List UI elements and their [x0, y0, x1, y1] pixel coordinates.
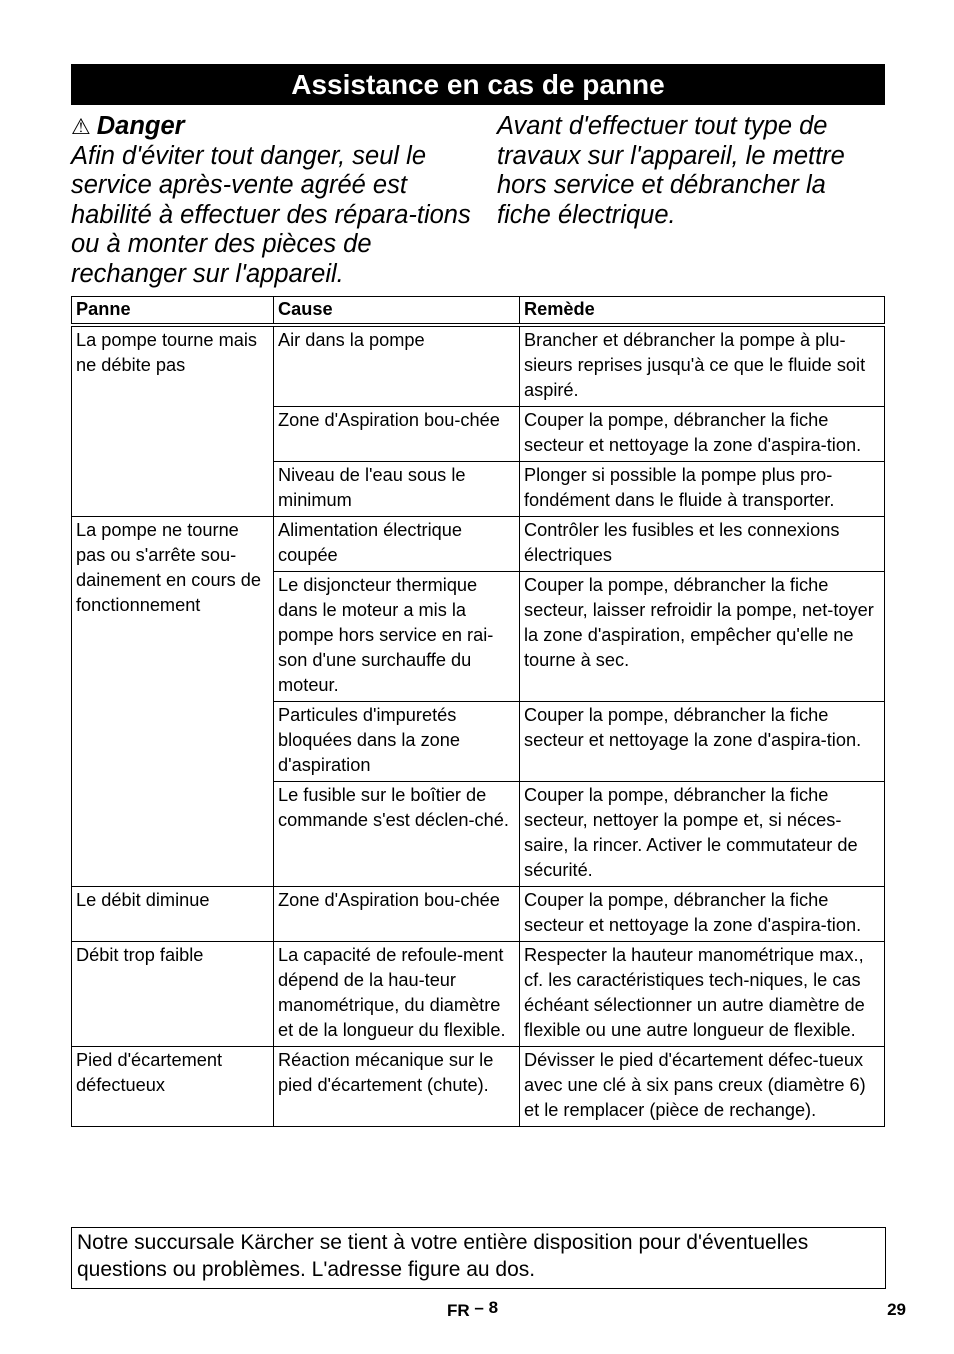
table-row: [72, 942, 885, 1047]
panne-cell: La pompe tourne mais ne débite pas: [72, 325, 274, 517]
remede-cell: Couper la pompe, débrancher la fiche secteur, nettoyer la pompe et, si néces-saire, la rincer. Activer le commutateur de sécurité.: [520, 782, 885, 887]
remede-cell: Couper la pompe, débrancher la fiche secteur, laisser refroidir la pompe, net-toyer la zone d'aspiration, empêcher qu'elle ne tourne à sec.: [520, 572, 885, 702]
section-title: Assistance en cas de panne: [71, 64, 885, 105]
header-cause: Cause: [274, 297, 520, 326]
footer-language: [447, 1298, 498, 1321]
header-remede: Remède: [520, 297, 885, 326]
cause-cell: Le disjoncteur thermique dans le moteur a mis la pompe hors service en rai-son d'une surchauffe du moteur.: [274, 572, 520, 702]
cause-cell: Niveau de l'eau sous le minimum: [274, 462, 520, 517]
footer-sub-page: – 8: [474, 1298, 499, 1317]
danger-warning: [71, 112, 471, 289]
panne-cell: Débit trop faible: [72, 942, 274, 1047]
danger-text-left: Afin d'éviter tout danger, seul le service après-vente agréé est habilité à effectuer des répara-tions ou à monter des pièces de rechanger sur l'appareil.: [71, 141, 471, 288]
remede-cell: Dévisser le pied d'écartement défec-tueux avec une clé à six pans creux (diamètre 6) et le remplacer (pièce de rechange).: [520, 1047, 885, 1127]
header-panne: Panne: [72, 297, 274, 326]
table-row: [72, 325, 885, 407]
cause-cell: Air dans la pompe: [274, 325, 520, 407]
cause-cell: Alimentation électrique coupée: [274, 517, 520, 572]
warning-triangle-icon: ⚠: [71, 114, 91, 139]
remede-cell: Brancher et débrancher la pompe à plu-sieurs reprises jusqu'à ce que le fluide soit aspiré.: [520, 325, 885, 407]
danger-text-right: Avant d'effectuer tout type de travaux sur l'appareil, le mettre hors service et débrancher la fiche électrique.: [497, 112, 845, 229]
table-row: [72, 887, 885, 942]
service-note: Notre succursale Kärcher se tient à votre entière disposition pour d'éventuelles questions ou problèmes. L'adresse figure au dos.: [71, 1227, 886, 1289]
panne-cell: Pied d'écartement défectueux: [72, 1047, 274, 1127]
danger-heading: [71, 112, 471, 142]
table-row: [72, 1047, 885, 1127]
footer-lang-code: FR: [447, 1301, 470, 1320]
cause-cell: Particules d'impuretés bloquées dans la zone d'aspiration: [274, 702, 520, 782]
remede-cell: Contrôler les fusibles et les connexions électriques: [520, 517, 885, 572]
cause-cell: La capacité de refoule-ment dépend de la hau-teur manométrique, du diamètre et de la longueur du flexible.: [274, 942, 520, 1047]
remede-cell: Couper la pompe, débrancher la fiche secteur et nettoyage la zone d'aspira-tion.: [520, 407, 885, 462]
table-header-row: [72, 297, 885, 326]
cause-cell: Réaction mécanique sur le pied d'écartement (chute).: [274, 1047, 520, 1127]
table-row: [72, 517, 885, 572]
cause-cell: Le fusible sur le boîtier de commande s'est déclen-ché.: [274, 782, 520, 887]
panne-cell: La pompe ne tourne pas ou s'arrête sou-dainement en cours de fonctionnement: [72, 517, 274, 887]
remede-cell: Couper la pompe, débrancher la fiche secteur et nettoyage la zone d'aspira-tion.: [520, 887, 885, 942]
danger-heading-text: Danger: [96, 112, 185, 140]
remede-cell: Plonger si possible la pompe plus pro-fondément dans le fluide à transporter.: [520, 462, 885, 517]
page-number: 29: [887, 1300, 906, 1319]
cause-cell: Zone d'Aspiration bou-chée: [274, 407, 520, 462]
panne-cell: Le débit diminue: [72, 887, 274, 942]
troubleshooting-table: [71, 296, 885, 1127]
remede-cell: Couper la pompe, débrancher la fiche secteur et nettoyage la zone d'aspira-tion.: [520, 702, 885, 782]
cause-cell: Zone d'Aspiration bou-chée: [274, 887, 520, 942]
remede-cell: Respecter la hauteur manométrique max., cf. les caractéristiques tech-niques, le cas échéant sélectionner un autre diamètre de flexible ou une autre longueur de flexible.: [520, 942, 885, 1047]
